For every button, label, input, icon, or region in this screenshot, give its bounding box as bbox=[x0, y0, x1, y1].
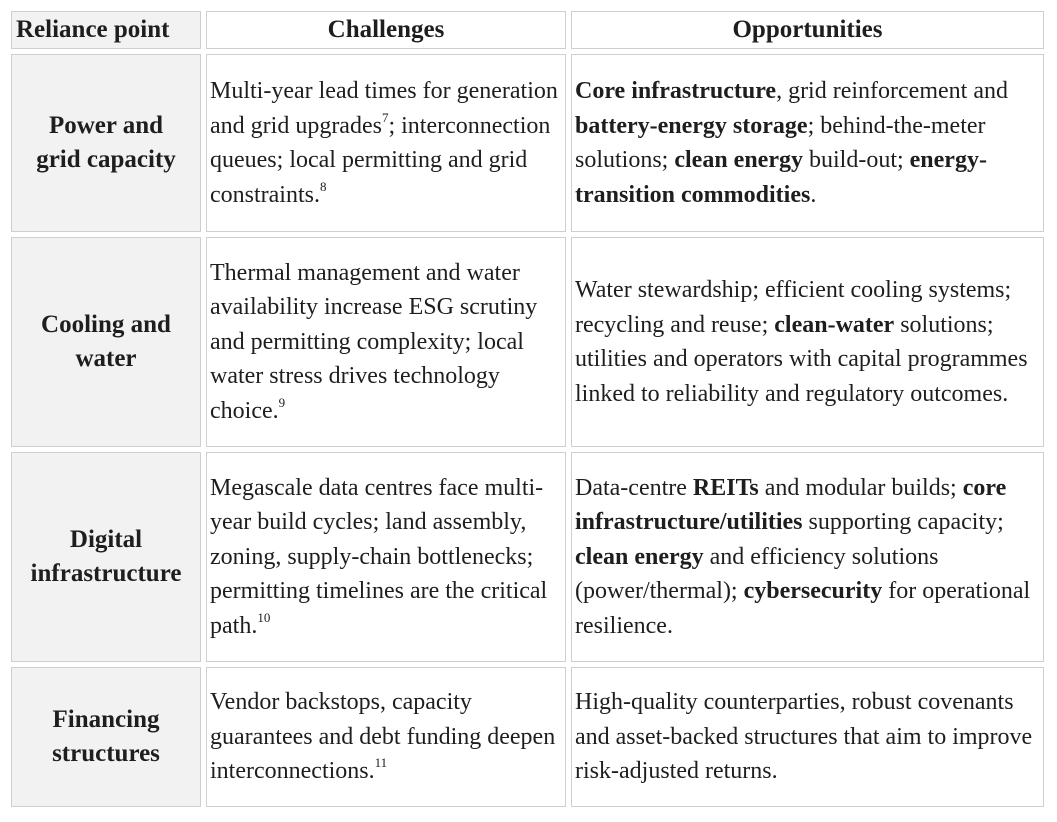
opportunity-text: build-out; bbox=[802, 147, 910, 173]
table-row bbox=[11, 667, 1044, 807]
opportunity-text: Water stewardship; efficient cooling systems; recycling and reuse; bbox=[575, 277, 1012, 338]
reliance-table bbox=[6, 6, 1049, 812]
challenge-text: Multi-year lead times for generation and grid upgrades bbox=[210, 78, 558, 139]
header-row bbox=[11, 11, 1044, 49]
header-reliance-point: Reliance point bbox=[11, 11, 201, 49]
challenge-text: ; interconnection queues; local permitting and grid constraints. bbox=[210, 112, 551, 208]
reliance-cell bbox=[11, 667, 201, 807]
opportunity-text: . bbox=[810, 181, 817, 208]
header-challenges: Challenges bbox=[206, 11, 566, 49]
challenge-text: Vendor backstops, capacity guarantees and debt funding deepen interconnections. bbox=[210, 689, 556, 785]
footnote-ref: 10 bbox=[257, 609, 271, 625]
footnote-ref: 11 bbox=[374, 755, 388, 771]
opportunity-emphasis: clean-water bbox=[774, 311, 895, 338]
challenge-text: Thermal management and water availability increase ESG scrutiny and permitting complexity; local water stress drives technology choice. bbox=[210, 259, 538, 424]
opportunity-text: supporting capacity; bbox=[802, 509, 1004, 536]
reliance-label-line1: Digital bbox=[69, 525, 143, 553]
opportunity-emphasis: REITs bbox=[692, 474, 759, 501]
reliance-cell bbox=[11, 237, 201, 447]
opportunity-text: and modular builds; bbox=[758, 474, 963, 501]
header-opportunities: Opportunities bbox=[571, 11, 1044, 49]
reliance-cell bbox=[11, 54, 201, 232]
opportunity-emphasis: clean energy bbox=[674, 147, 803, 173]
reliance-label-line2: infrastructure bbox=[30, 560, 182, 587]
reliance-label-line1: Financing bbox=[52, 705, 160, 733]
opportunity-emphasis: core infrastructure/utilities bbox=[575, 474, 1007, 536]
opportunity-emphasis: clean energy bbox=[575, 543, 704, 570]
challenge-cell bbox=[206, 54, 566, 232]
footnote-ref: 7 bbox=[381, 109, 389, 125]
opportunity-text: High-quality counterparties, robust covenants and asset-backed structures that aim to improve risk-adjusted returns. bbox=[575, 689, 1033, 785]
opportunity-emphasis: cybersecurity bbox=[743, 578, 883, 605]
opportunity-cell bbox=[571, 667, 1044, 807]
reliance-label-line2: grid capacity bbox=[36, 146, 176, 173]
opportunity-text: , grid reinforcement and bbox=[776, 78, 1008, 104]
table-row bbox=[11, 452, 1044, 662]
opportunity-emphasis: energy-transition commodities bbox=[575, 147, 987, 208]
challenge-cell bbox=[206, 667, 566, 807]
reliance-cell bbox=[11, 452, 201, 662]
reliance-label-line2: water bbox=[75, 345, 137, 372]
opportunity-text: and efficiency solutions (power/thermal); bbox=[575, 543, 939, 605]
opportunity-text: Data-centre bbox=[575, 474, 693, 501]
opportunity-cell bbox=[571, 54, 1044, 232]
opportunity-emphasis: battery-energy storage bbox=[575, 112, 808, 139]
footnote-ref: 8 bbox=[319, 178, 327, 194]
reliance-label-line1: Power and bbox=[48, 111, 164, 139]
challenge-cell bbox=[206, 237, 566, 447]
opportunity-cell bbox=[571, 452, 1044, 662]
challenge-text: Megascale data centres face multi-year build cycles; land assembly, zoning, supply-chain bottlenecks; permitting timelines are the critical path. bbox=[210, 474, 548, 639]
opportunity-emphasis: Core infrastructure bbox=[575, 78, 777, 104]
opportunity-text: for operational resilience. bbox=[575, 578, 1031, 639]
opportunity-text: solutions; utilities and operators with capital programmes linked to reliability and regulatory outcomes. bbox=[575, 311, 1028, 407]
challenge-cell bbox=[206, 452, 566, 662]
reliance-label-line1: Cooling and bbox=[41, 310, 171, 338]
reliance-label-line2: structures bbox=[52, 740, 160, 767]
table-row bbox=[11, 237, 1044, 447]
opportunity-text: ; behind-the-meter solutions; bbox=[575, 112, 986, 173]
table-row bbox=[11, 54, 1044, 232]
footnote-ref: 9 bbox=[278, 394, 286, 410]
opportunity-cell bbox=[571, 237, 1044, 447]
